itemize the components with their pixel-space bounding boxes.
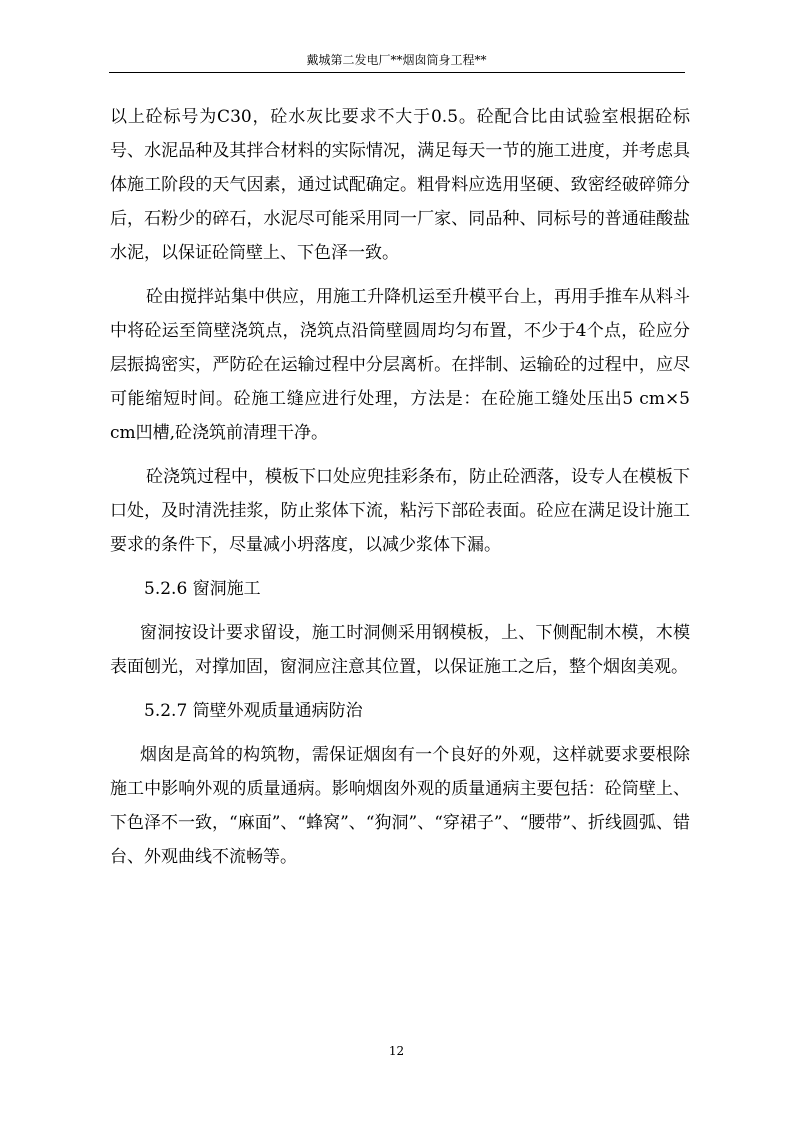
body-text [110,100,690,874]
page-number: 12 [388,1044,405,1058]
paragraph-concrete-supply: 砼由搅拌站集中供应，用施工升降机运至升模平台上，再用手推车从料斗中将砼运至筒壁浇筑点，浇筑点沿筒壁圆周均匀布置，不少于4个点，砼应分层振捣密实，严防砼在运输过程中分层离析。在拌制、运输砼的过程中，应尽可能缩短时间。砼施工缝应进行处理，方法是：在砼施工缝处压出5 cm×5 cm凹槽,砼浇筑前清理干净。 [110,287,690,443]
header-divider [109,72,685,73]
paragraph-concrete-pouring: 砼浇筑过程中，模板下口处应兜挂彩条布，防止砼洒落，设专人在模板下口处，及时清洗挂浆，防止浆体下流，粘污下部砼表面。砼应在满足设计施工要求的条件下，尽量减小坍落度，以减少浆体下漏。 [110,467,690,555]
running-header: 戴城第二发电厂**烟囱筒身工程** [306,53,487,67]
section-heading-window-openings: 5.2.6 窗洞施工 [144,579,261,599]
paragraph-quality-defects: 烟囱是高耸的构筑物，需保证烟囱有一个良好的外观，这样就要求要根除施工中影响外观的质量通病。影响烟囱外观的质量通病主要包括：砼筒壁上、下色泽不一致，“麻面”、“蜂窝”、“狗洞”、“穿裙子”、“腰带”、折线圆弧、错台、外观曲线不流畅等。 [110,745,690,867]
paragraph-concrete-mix: 以上砼标号为C30，砼水灰比要求不大于0.5。砼配合比由试验室根据砼标号、水泥品种及其拌合材料的实际情况，满足每天一节的施工进度，并考虑具体施工阶段的天气因素，通过试配确定。粗骨料应选用坚硬、致密经破碎筛分后，石粉少的碎石，水泥尽可能采用同一厂家、同品种、同标号的普通硅酸盐水泥，以保证砼筒壁上、下色泽一致。 [110,107,690,263]
section-heading-quality-defects: 5.2.7 筒壁外观质量通病防治 [144,701,363,721]
paragraph-window-openings: 窗洞按设计要求留设，施工时洞侧采用钢模板，上、下侧配制木模，木模表面刨光，对撑加固，窗洞应注意其位置，以保证施工之后，整个烟囱美观。 [110,623,690,677]
